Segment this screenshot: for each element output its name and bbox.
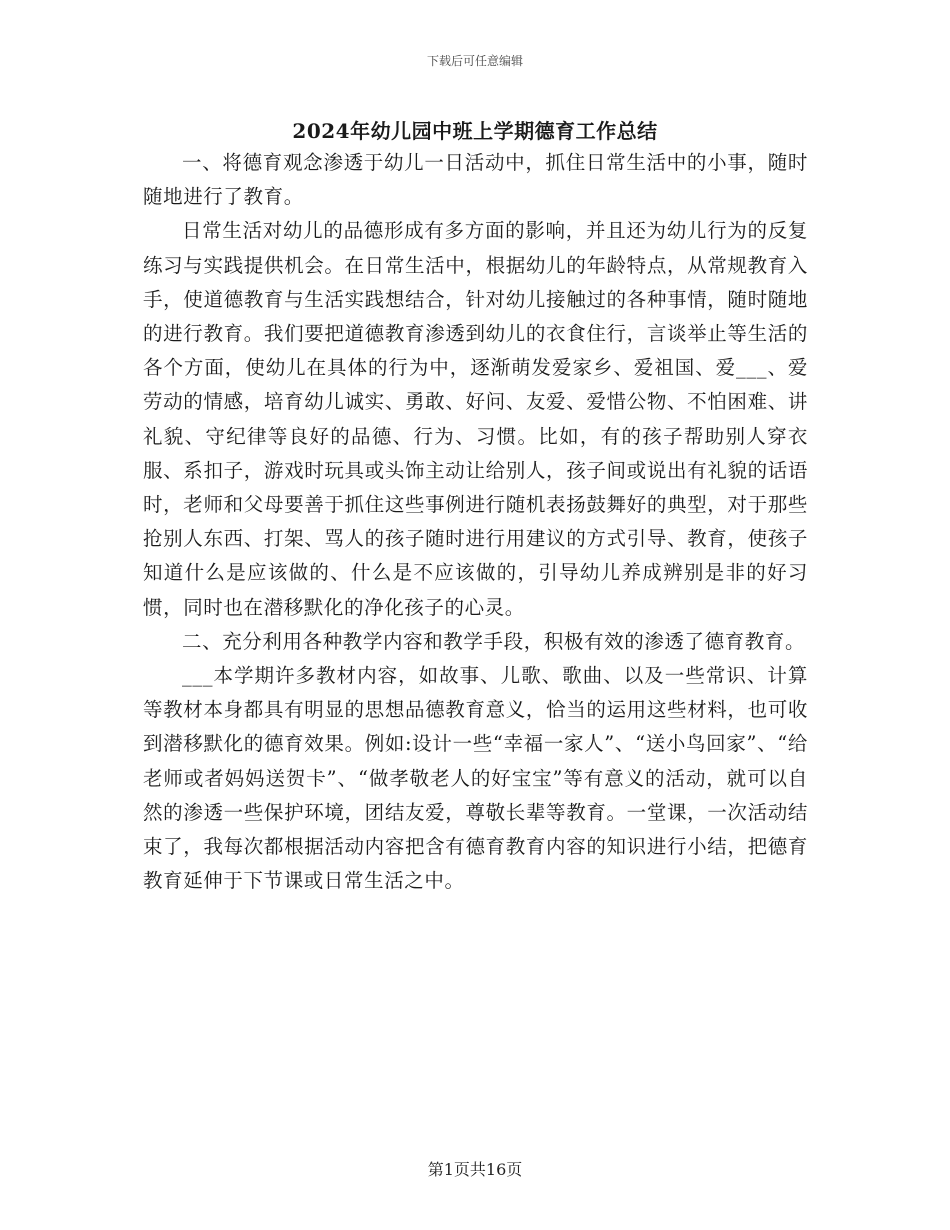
- page-number-footer: 第1页共16页: [427, 1160, 523, 1179]
- paragraph-1: 一、将德育观念渗透于幼儿一日活动中，抓住日常生活中的小事，随时随地进行了教育。: [143, 151, 808, 209]
- paragraph-3: 二、充分利用各种教学内容和教学手段，积极有效的渗透了德育教育。: [182, 629, 806, 653]
- paragraph-4: ___本学期许多教材内容，如故事、儿歌、歌曲、以及一些常识、计算等教材本身都具有明显的思想品德教育意义，恰当的运用这些材料，也可收到潜移默化的德育效果。例如:设计一些“幸福一家人”、“送小鸟回家”、“给老师或者妈妈送贺卡”、“做孝敬老人的好宝宝”等有意义的活动，就可以自然的渗透一些保护环境，团结友爱，尊敬长辈等教育。一堂课，一次活动结束了，我每次都根据活动内容把含有德育教育内容的知识进行小结，把德育教育延伸于下节课或日常生活之中。: [143, 664, 808, 893]
- paragraph-2: 日常生活对幼儿的品德形成有多方面的影响，并且还为幼儿行为的反复练习与实践提供机会。在日常生活中，根据幼儿的年龄特点，从常规教育入手，使道德教育与生活实践想结合，针对幼儿接触过的各种事情，随时随地的进行教育。我们要把道德教育渗透到幼儿的衣食住行，言谈举止等生活的各个方面，使幼儿在具体的行为中，逐渐萌发爱家乡、爱祖国、爱___、爱劳动的情感，培育幼儿诚实、勇敢、好问、友爱、爱惜公物、不怕困难、讲礼貌、守纪律等良好的品德、行为、习惯。比如，有的孩子帮助别人穿衣服、系扣子，游戏时玩具或头饰主动让给别人，孩子间或说出有礼貌的话语时，老师和父母要善于抓住这些事例进行随机表扬鼓舞好的典型，对于那些抢别人东西、打架、骂人的孩子随时进行用建议的方式引导、教育，使孩子知道什么是应该做的、什么是不应该做的，引导幼儿养成辨别是非的好习惯，同时也在潜移默化的净化孩子的心灵。: [143, 219, 808, 619]
- document-body: [143, 146, 808, 898]
- document-title: 2024年幼儿园中班上学期德育工作总结: [292, 119, 658, 143]
- page-header-note: 下载后可任意编辑: [426, 54, 523, 68]
